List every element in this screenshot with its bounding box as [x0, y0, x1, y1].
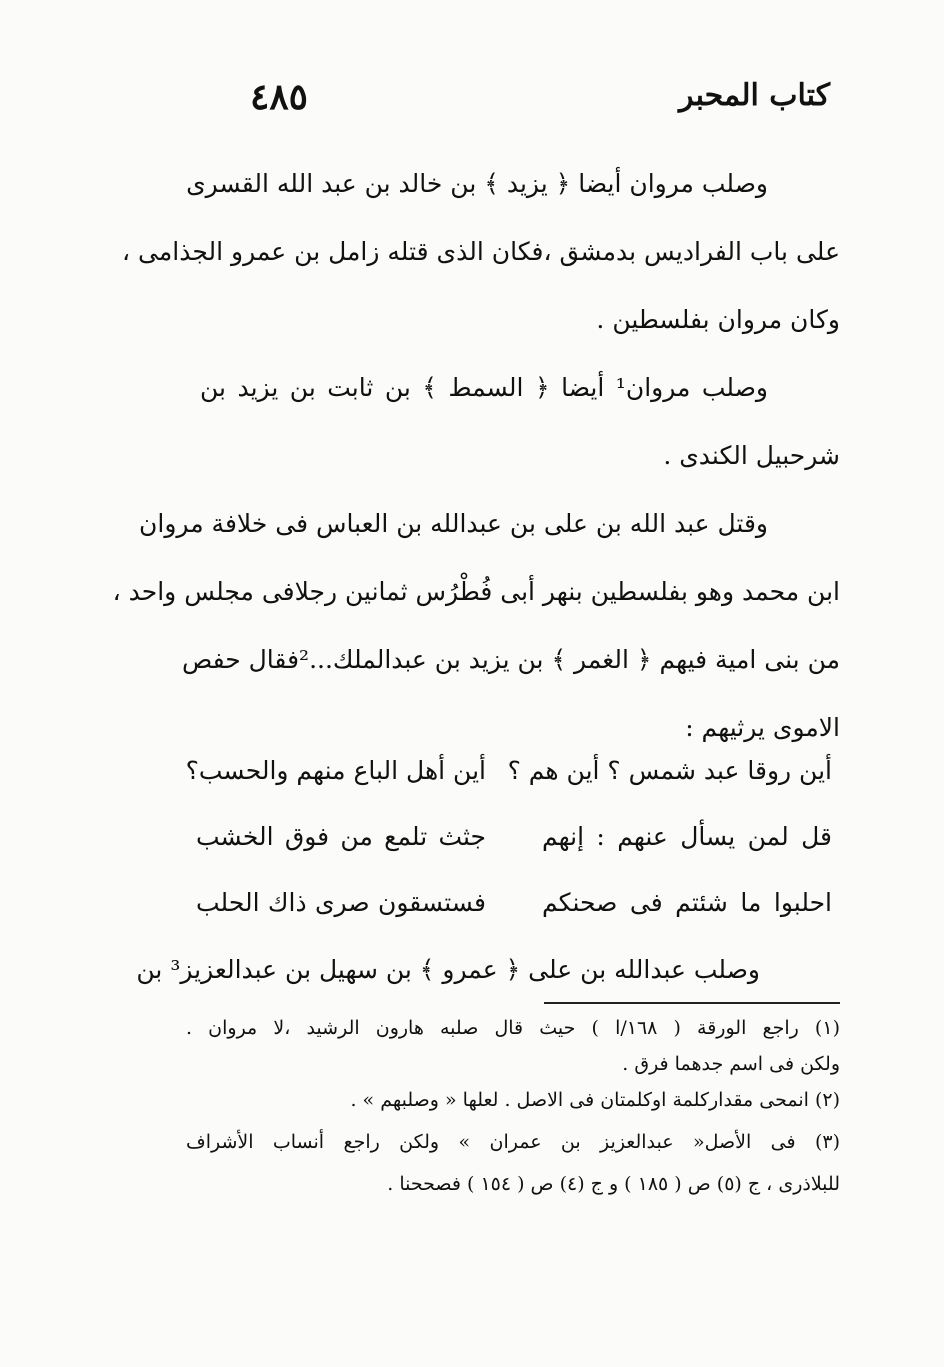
running-title: كتاب المحبر — [679, 78, 830, 113]
footnote-separator — [544, 1002, 840, 1004]
verse-first-hemistich: احلبوا ما شئتم فى صحنكم — [542, 888, 832, 917]
text-line: وقتل عبد الله بن على بن عبدالله بن العباس فى خلافة مروان — [139, 509, 768, 538]
footnote-line: للبلاذرى ، ج (٥) ص ( ١٨٥ ) و ج (٤) ص ( ١٥٤ ) فصححنا . — [387, 1173, 840, 1195]
footnote-line: (٢) انمحى مقداركلمة اوكلمتان فى الاصل . لعلها « وصلبهم » . — [350, 1089, 840, 1111]
verse-second-hemistich: فستسقون صرى ذاك الحلب — [196, 888, 486, 917]
text-line: الاموى يرثيهم : — [685, 713, 840, 742]
text-line: وصلب مروان أيضا ﴿ يزيد ﴾ بن خالد بن عبد الله القسرى — [186, 169, 768, 198]
text-line: وصلب عبدالله بن على ﴿ عمرو ﴾ بن سهيل بن عبدالعزيز³ بن — [136, 955, 760, 984]
poem-verse — [185, 738, 832, 804]
text-line: ابن محمد وهو بفلسطين بنهر أبى فُطْرُس ثمانين رجلافى مجلس واحد ، — [112, 577, 840, 606]
poem — [185, 738, 832, 936]
footnote-line: ولكن فى اسم جدهما فرق . — [622, 1053, 840, 1075]
main-text — [112, 150, 840, 762]
poem-verse — [196, 870, 832, 936]
page-header — [230, 72, 830, 132]
verse-second-hemistich: جثث تلمع من فوق الخشب — [196, 822, 486, 851]
text-line: من بنى امية فيهم ﴿ الغمر ﴾ بن يزيد بن عبدالملك...²فقال حفص — [181, 645, 840, 674]
poem-verse — [196, 804, 832, 870]
text-line: شرحبيل الكندى . — [663, 441, 840, 470]
text-line: على باب الفراديس بدمشق ،فكان الذى قتله زامل بن عمرو الجذامى ، — [122, 237, 840, 266]
verse-second-hemistich: أين أهل الباع منهم والحسب؟ — [185, 756, 486, 785]
footnotes — [186, 1010, 840, 1202]
verse-first-hemistich: قل لمن يسأل عنهم : إنهم — [542, 822, 832, 851]
footnote-line: (١) راجع الورقة ( ١٦٨/ا ) حيث قال صلبه هارون الرشيد ،لا مروان . — [186, 1017, 840, 1039]
text-line: وكان مروان بفلسطين . — [596, 305, 840, 334]
text-line: وصلب مروان¹ أيضا ﴿ السمط ﴾ بن ثابت بن يزيد بن — [200, 373, 769, 402]
page-number: ٤٨٥ — [250, 76, 309, 118]
footnote-line: (٣) فى الأصل« عبدالعزيز بن عمران » ولكن راجع أنساب الأشراف — [186, 1131, 840, 1153]
verse-first-hemistich: أين روقا عبد شمس ؟ أين هم ؟ — [507, 756, 832, 785]
